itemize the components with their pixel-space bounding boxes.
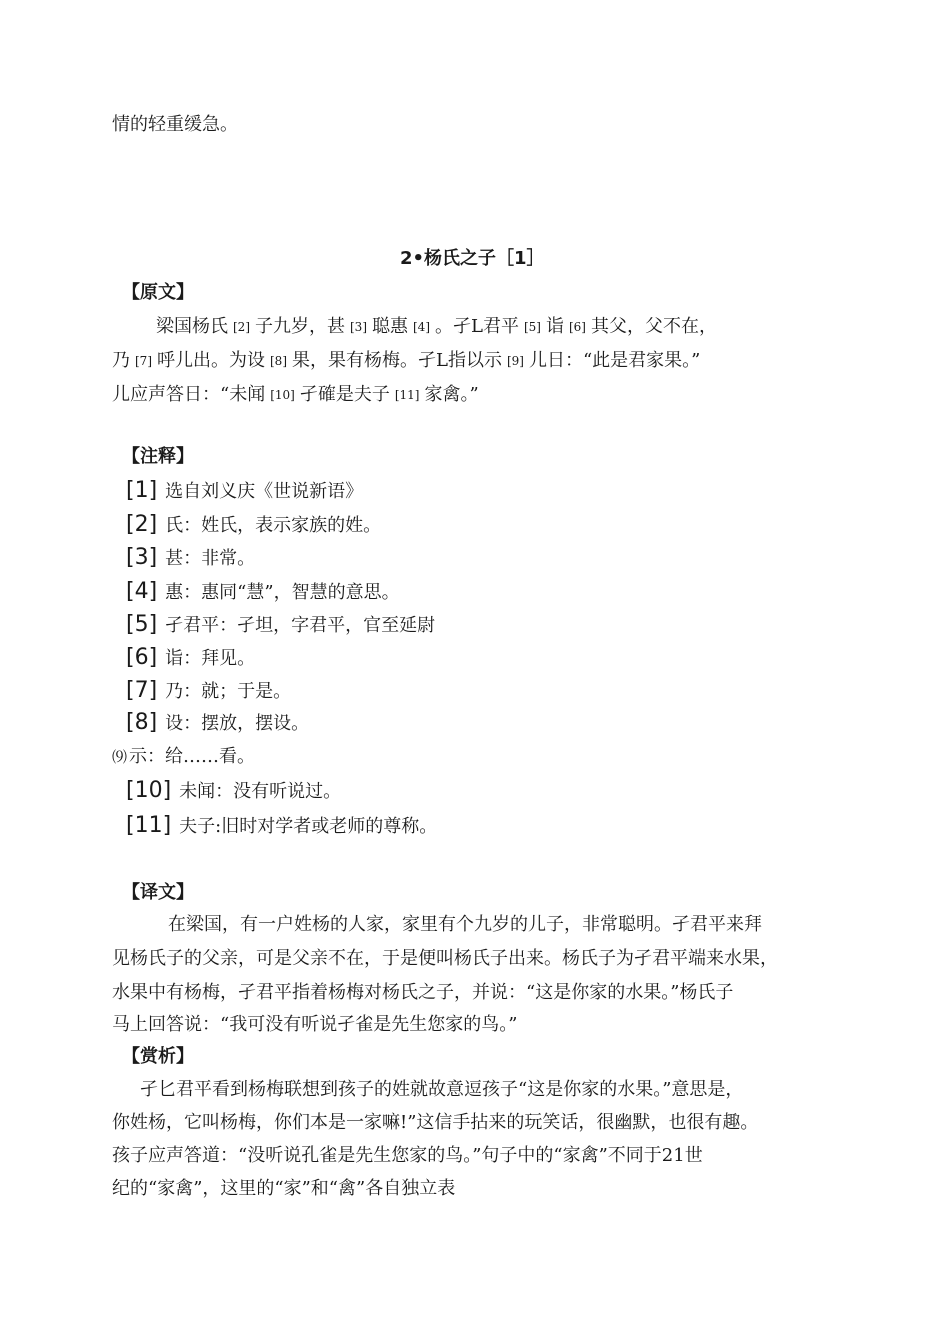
text: 。孑L君平 (435, 316, 519, 337)
text: 孑確是夫子 (299, 384, 390, 405)
appreciation-line: 纪的“家禽”，这里的“家”和“禽”各自独立表 (112, 1178, 456, 1199)
ref-mark: [7] (135, 354, 152, 368)
ref-mark: [6] (568, 320, 586, 334)
original-line-2 (112, 348, 700, 374)
note-item (126, 510, 381, 541)
note-text: 夫子:旧时对学者或老师的尊称。 (179, 816, 438, 837)
ref-mark: [3] (350, 320, 367, 334)
translation-line: 在梁国，有一户姓杨的人家，家里有个九岁的儿子，非常聪明。孑君平来拜 (168, 914, 762, 935)
ref-mark: [4] (413, 320, 430, 334)
text: 乃 (112, 350, 130, 371)
text: 果，果有杨梅。孑L指以示 (292, 350, 502, 371)
note-text: 诣：拜见。 (165, 648, 256, 669)
note-number: [7] (126, 678, 158, 703)
translation-line: 见杨氏子的父亲，可是父亲不在，于是便叫杨氏子出来。杨氏子为孑君平端来水果， (112, 948, 778, 969)
note-number: [6] (126, 645, 158, 670)
appreciation-line: 孑匕君平看到杨梅联想到孩子的姓就故意逗孩子“这是你家的水果。”意思是， (140, 1079, 744, 1100)
text: 呼儿出。为设 (157, 350, 265, 371)
original-heading: 【原文】 (122, 282, 194, 303)
text: 儿日：“此是君家果。” (528, 350, 701, 371)
note-item (126, 543, 255, 574)
note-text: 未闻：没有听说过。 (179, 781, 342, 802)
top-line: 情的轻重缓急。 (112, 114, 238, 135)
notes-heading: 【注释】 (122, 446, 194, 467)
ref-mark: [5] (523, 320, 541, 334)
note-item (126, 643, 255, 674)
note-number: [11] (126, 813, 172, 838)
note-number: [2] (126, 512, 158, 537)
note-text: 氏：姓氏，表示家族的姓。 (165, 515, 382, 536)
page-title: 2•杨氏之子［1］ (400, 248, 545, 269)
ref-mark: [11] (394, 388, 420, 402)
ref-mark: [2] (233, 320, 250, 334)
note-text: 惠：惠同“慧”，智慧的意思。 (165, 582, 400, 603)
note-item (126, 610, 435, 641)
note-item (126, 676, 291, 707)
text: 子九岁，甚 (255, 316, 345, 337)
note-number: [5] (126, 612, 158, 637)
note-number: [4] (126, 579, 158, 604)
note-item (126, 811, 437, 842)
translation-line: 马上回答说：“我可没有听说孑雀是先生您家的鸟。” (112, 1014, 518, 1035)
text: 聪惠 (372, 316, 408, 337)
note-text: 孑君平：孑坦，字君平，官至延尉 (165, 615, 436, 636)
note-number: [10] (126, 778, 172, 803)
note-number: [8] (126, 710, 158, 735)
note-item (126, 476, 363, 507)
note-number: [1] (126, 478, 158, 503)
note-item (126, 577, 400, 608)
note-number: ⑼ (112, 748, 128, 766)
note-item (126, 776, 341, 807)
ref-mark: [8] (270, 354, 287, 368)
text: 梁国杨氏 (156, 316, 228, 337)
ref-mark: [9] (506, 354, 524, 368)
note-item (126, 708, 309, 739)
original-line-1 (156, 314, 717, 340)
appreciation-heading: 【赏析】 (122, 1046, 194, 1067)
text: 诣 (545, 316, 564, 337)
translation-heading: 【译文】 (122, 882, 194, 903)
appreciation-line: 你姓杨，它叫杨梅，你们本是一家嘛!”这信手拈来的玩笑话，很幽默，也很有趣。 (112, 1112, 759, 1133)
note-text: 甚：非常。 (165, 548, 256, 569)
note-text: 选自刘义庆《世说新语》 (165, 481, 364, 502)
ref-mark: [10] (270, 388, 295, 402)
note-text: 乃：就；于是。 (165, 681, 292, 702)
appreciation-line: 孩子应声答道：“没听说孔雀是先生您家的鸟。”句子中的“家禽”不同于21世 (112, 1145, 703, 1166)
note-item (112, 742, 255, 772)
original-line-3 (112, 382, 479, 408)
text: 儿应声答日：“未闻 (112, 384, 266, 405)
note-number: [3] (126, 545, 158, 570)
note-text: 示：给……看。 (129, 746, 256, 767)
note-text: 设：摆放，摆设。 (165, 713, 310, 734)
text: 家禽。” (424, 384, 479, 405)
translation-line: 水果中有杨梅，孑君平指着杨梅对杨氏之子，并说：“这是你家的水果。”杨氏子 (112, 982, 734, 1003)
text: 其父，父不在， (590, 316, 717, 337)
